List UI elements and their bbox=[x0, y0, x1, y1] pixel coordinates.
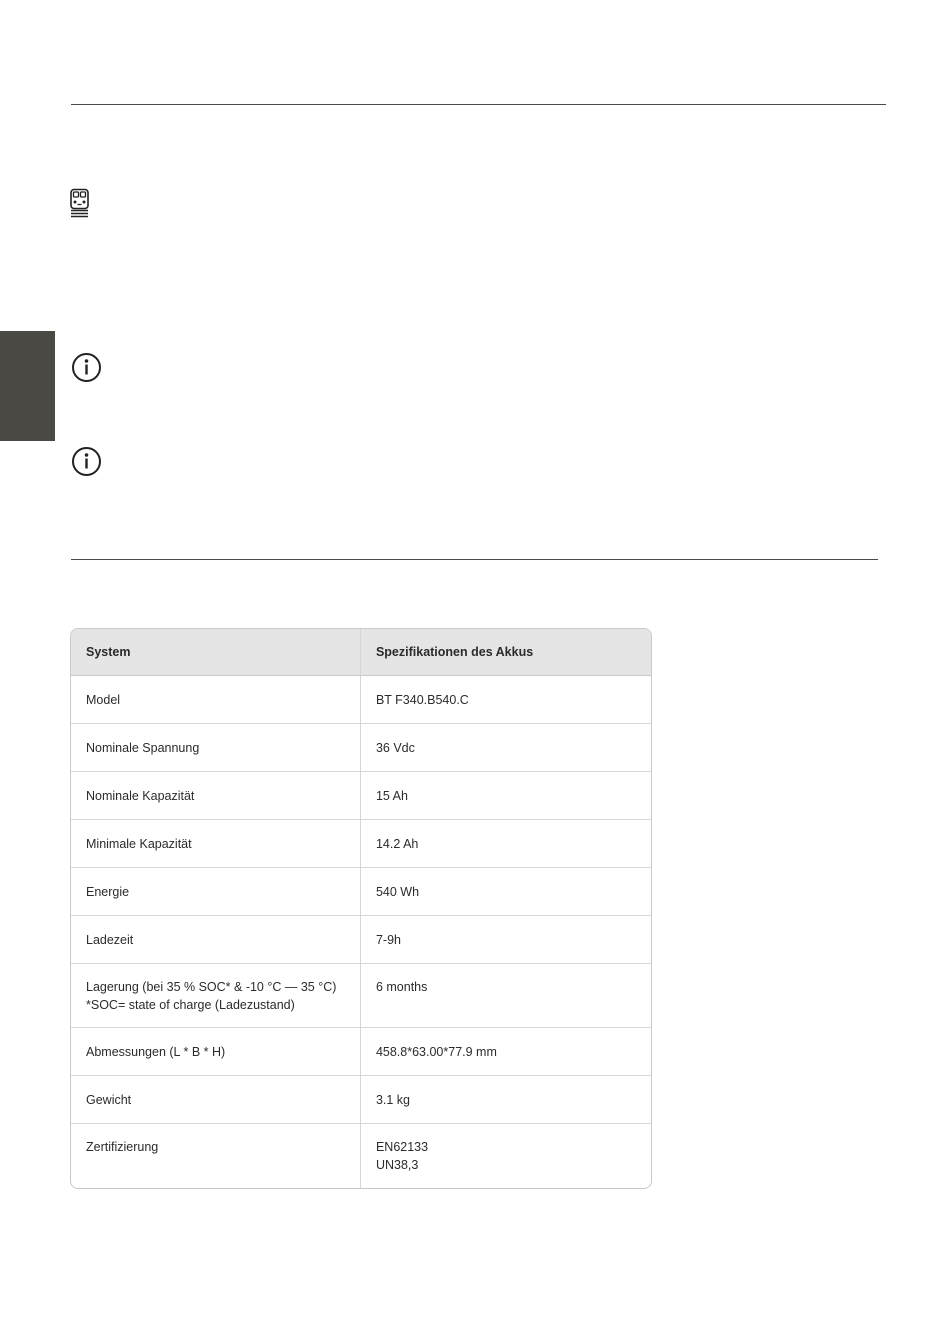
info-icon bbox=[71, 446, 102, 477]
table-row bbox=[71, 676, 651, 724]
info-icon bbox=[71, 352, 102, 383]
row-value: 15 Ah bbox=[361, 772, 651, 820]
header-specifications: Spezifikationen des Akkus bbox=[361, 629, 651, 676]
table-row bbox=[71, 916, 651, 964]
header-system: System bbox=[71, 629, 361, 676]
storage-label-line1: Lagerung (bei 35 % SOC* & -10 °C — 35 °C) bbox=[86, 980, 337, 994]
table-row bbox=[71, 868, 651, 916]
row-value: 36 Vdc bbox=[361, 724, 651, 772]
top-divider bbox=[71, 104, 886, 105]
row-label: Zertifizierung bbox=[71, 1124, 361, 1188]
table-row bbox=[71, 772, 651, 820]
storage-label-line2: *SOC= state of charge (Ladezustand) bbox=[86, 998, 295, 1012]
row-value bbox=[361, 1124, 651, 1188]
row-label: Model bbox=[71, 676, 361, 724]
row-label: Energie bbox=[71, 868, 361, 916]
row-label bbox=[71, 964, 361, 1028]
row-value: 14.2 Ah bbox=[361, 820, 651, 868]
side-tab-marker bbox=[0, 331, 55, 441]
row-value: 458.8*63.00*77.9 mm bbox=[361, 1028, 651, 1076]
table-row bbox=[71, 1124, 651, 1188]
table-header-row bbox=[71, 629, 651, 676]
table-row bbox=[71, 724, 651, 772]
certification-line2: UN38,3 bbox=[375, 1158, 419, 1172]
table-row bbox=[71, 1076, 651, 1124]
row-label: Abmessungen (L * B * H) bbox=[71, 1028, 361, 1076]
row-value: 3.1 kg bbox=[361, 1076, 651, 1124]
row-value: BT F340.B540.C bbox=[361, 676, 651, 724]
battery-spec-table bbox=[70, 628, 652, 1189]
table-row bbox=[71, 964, 651, 1028]
row-label: Nominale Kapazität bbox=[71, 772, 361, 820]
row-value: 6 months bbox=[361, 964, 651, 1028]
certification-line1: EN62133 bbox=[375, 1140, 429, 1154]
row-value: 7-9h bbox=[361, 916, 651, 964]
row-label: Ladezeit bbox=[71, 916, 361, 964]
table-row bbox=[71, 820, 651, 868]
row-label: Gewicht bbox=[71, 1076, 361, 1124]
section-divider bbox=[71, 559, 878, 560]
row-label: Nominale Spannung bbox=[71, 724, 361, 772]
table-row bbox=[71, 1028, 651, 1076]
row-label: Minimale Kapazität bbox=[71, 820, 361, 868]
row-value: 540 Wh bbox=[361, 868, 651, 916]
train-icon bbox=[68, 188, 92, 218]
